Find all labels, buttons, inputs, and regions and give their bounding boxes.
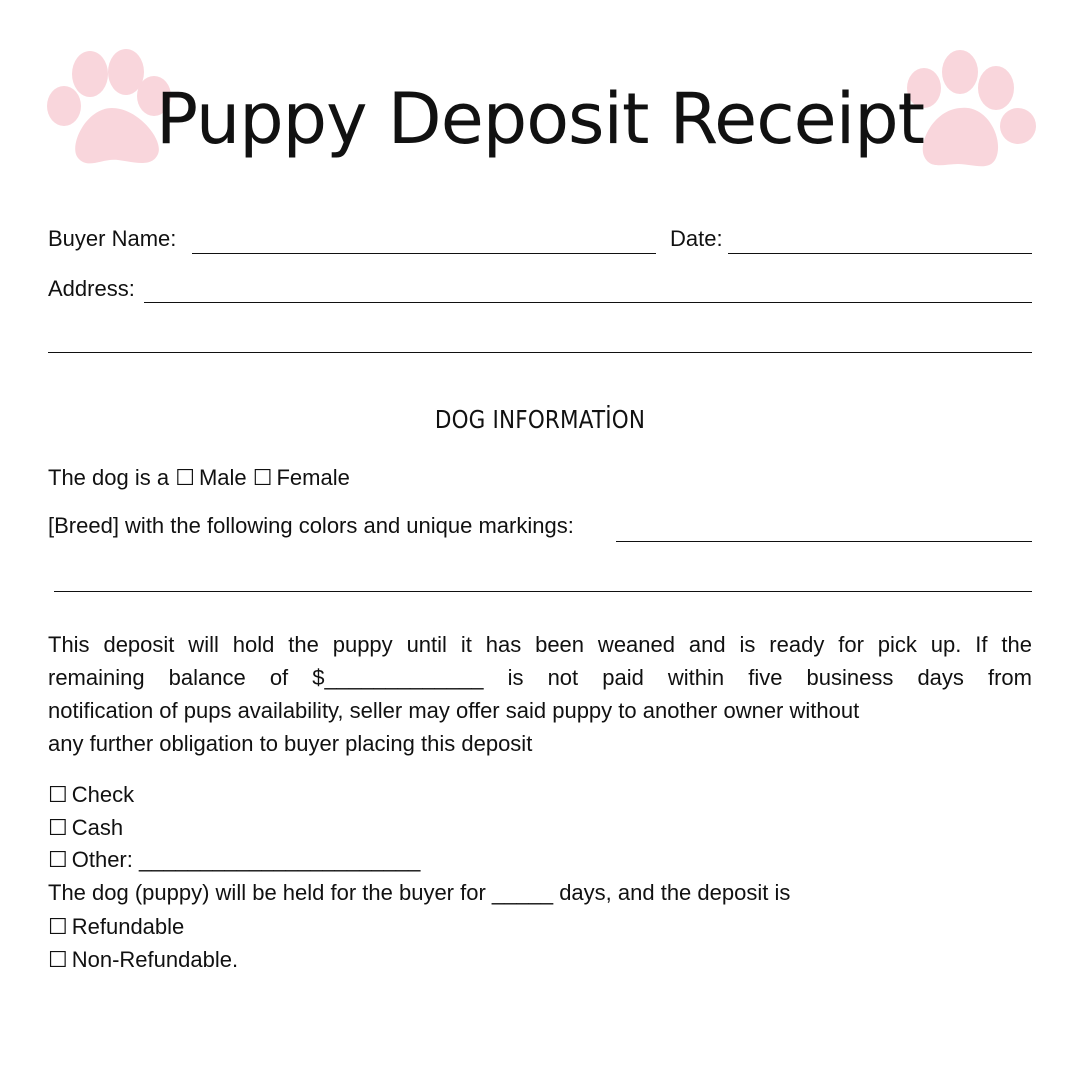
non-refundable-label: Non-Refundable.: [71, 947, 239, 972]
refundable-checkbox[interactable]: ☐: [48, 915, 68, 940]
address-label: Address:: [48, 276, 135, 301]
deposit-terms-paragraph: [48, 628, 1032, 760]
cash-label: Cash: [71, 815, 124, 840]
other-checkbox[interactable]: ☐: [48, 848, 68, 873]
hold-days-sentence: The dog (puppy) will be held for the buyer for _____ days, and the deposit is: [48, 880, 791, 905]
date-label: Date:: [670, 226, 723, 251]
dog-sex-row: [48, 464, 350, 493]
buyer-name-label: Buyer Name:: [48, 226, 177, 251]
breed-label: [Breed] with the following colors and unique markings:: [48, 513, 574, 538]
terms-line: remaining balance of $_____________ is not paid within five business days from: [48, 665, 1032, 690]
male-checkbox[interactable]: ☐: [175, 466, 195, 491]
address-line-2[interactable]: [48, 352, 1032, 353]
check-checkbox[interactable]: ☐: [48, 783, 68, 808]
markings-line-2[interactable]: [54, 591, 1032, 592]
non-refundable-checkbox[interactable]: ☐: [48, 948, 68, 973]
dog-sex-prefix: The dog is a: [48, 465, 170, 490]
dog-information-heading: DOG INFORMATİON: [434, 405, 646, 434]
other-label: Other: _______________________: [71, 847, 421, 872]
markings-line-1[interactable]: [616, 541, 1032, 542]
female-checkbox[interactable]: ☐: [252, 466, 273, 491]
deposit-option-refundable: [48, 913, 184, 942]
terms-line: This deposit will hold the puppy until it has been weaned and is ready for pick up. If the: [48, 632, 1032, 657]
page-title: Puppy Deposit Receipt: [155, 78, 925, 160]
terms-line: notification of pups availability, seller may offer said puppy to another owner without: [48, 698, 860, 723]
female-label: Female: [276, 465, 350, 490]
cash-checkbox[interactable]: ☐: [48, 816, 68, 841]
payment-option-other: [48, 846, 420, 875]
male-label: Male: [198, 465, 247, 490]
buyer-name-line[interactable]: [192, 253, 656, 254]
date-line[interactable]: [728, 253, 1032, 254]
refundable-label: Refundable: [71, 914, 185, 939]
payment-option-cash: [48, 814, 123, 843]
deposit-option-non-refundable: [48, 946, 238, 975]
address-line-1[interactable]: [144, 302, 1032, 303]
check-label: Check: [71, 782, 135, 807]
terms-line: any further obligation to buyer placing this deposit: [48, 731, 533, 756]
payment-option-check: [48, 781, 134, 810]
